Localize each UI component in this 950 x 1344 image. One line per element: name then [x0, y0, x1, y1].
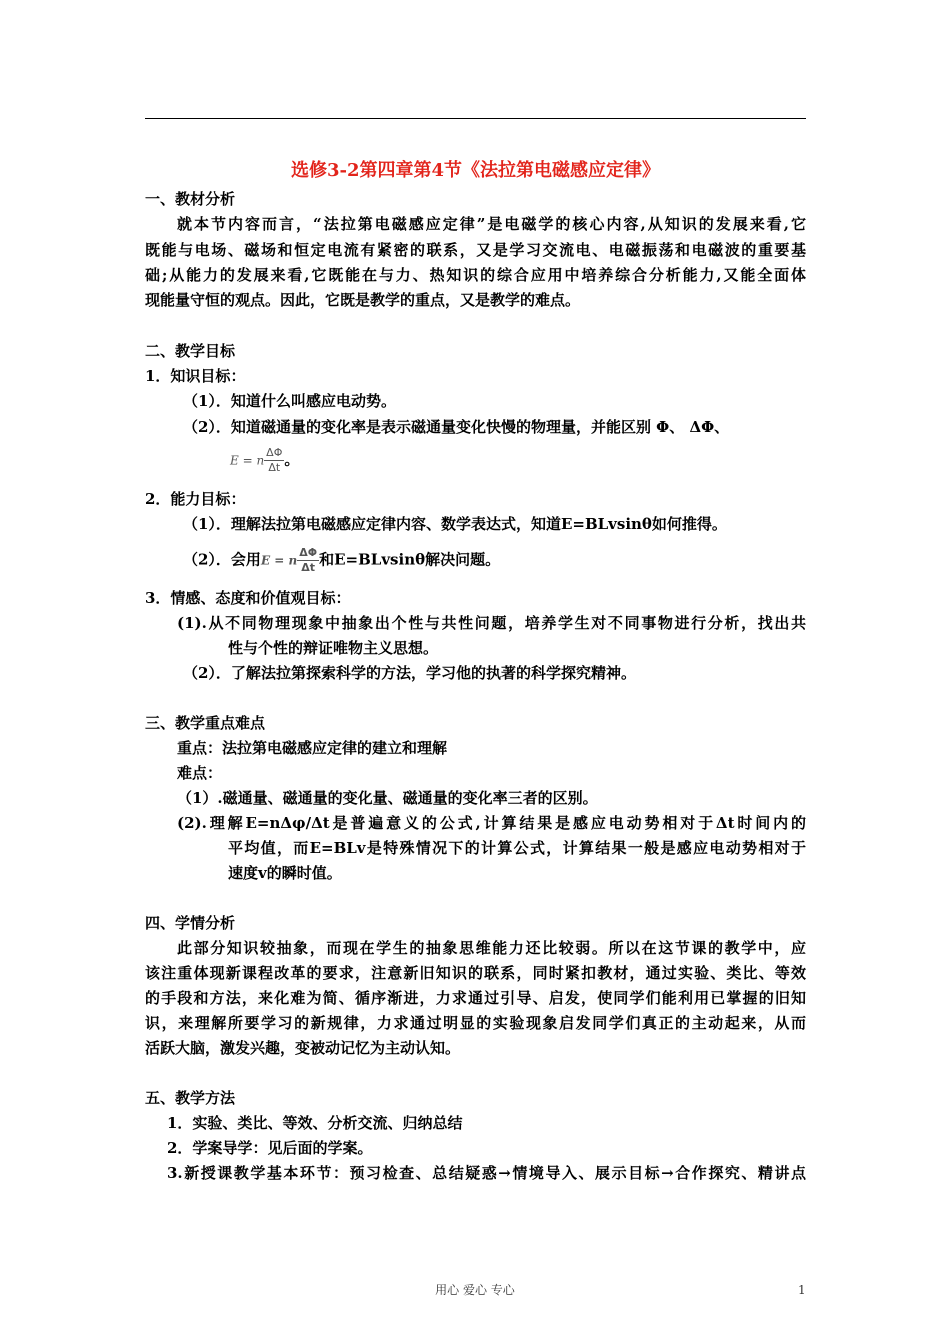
knowledge-goal-item-1: （1）．知道什么叫感应电动势。 — [183, 392, 396, 410]
ability-goal-item-2-pre: （2）．会用 — [183, 550, 261, 569]
method-item-2: 2．学案导学：见后面的学案。 — [167, 1139, 373, 1157]
page-footer: 用心 爱心 专心 — [435, 1283, 515, 1297]
affective-goal-item-1: (1).从不同物理现象中抽象出个性与共性问题，培养学生对不同事物进行分析，找出共 — [177, 614, 806, 632]
formula-lhs: E = n — [230, 453, 265, 468]
difficult-point-label: 难点： — [177, 764, 223, 782]
difficult-point-2-cont: 平均值，而E=BLv是特殊情况下的计算公式，计算结果一般是感应电动势相对于 — [228, 839, 806, 857]
formula-denominator: Δt — [301, 561, 316, 574]
formula-flux-rate — [230, 446, 299, 475]
method-item-3: 3.新授课教学基本环节：预习检查、总结疑惑→情境导入、展示目标→合作探究、精讲点 — [167, 1164, 806, 1182]
formula-fraction — [264, 446, 284, 475]
section-1-para-line: 础;从能力的发展来看,它既能在与力、热知识的综合应用中培养综合分析能力,又能全面体 — [145, 266, 806, 284]
section-4-heading: 四、学情分析 — [145, 914, 236, 932]
section-4-para-line: 活跃大脑，激发兴趣，变被动记忆为主动认知。 — [145, 1039, 461, 1057]
formula-numerator: ΔΦ — [266, 446, 283, 459]
difficult-point-2: (2).理解E=nΔφ/Δt是普遍意义的公式,计算结果是感应电动势相对于Δt时间内的 — [177, 814, 806, 832]
ability-goal-label: 2．能力目标： — [145, 490, 246, 508]
section-4-para-line: 的手段和方法，来化难为简、循序渐进，力求通过引导、启发，使同学们能利用已掌握的旧知 — [145, 989, 806, 1007]
section-4-para-line: 此部分知识较抽象，而现在学生的抽象思维能力还比较弱。所以在这节课的教学中，应 — [177, 939, 806, 957]
method-item-1: 1．实验、类比、等效、分析交流、归纳总结 — [167, 1114, 463, 1132]
section-1-heading: 一、教材分析 — [145, 190, 236, 208]
section-1-para-line: 现能量守恒的观点。因此，它既是教学的重点，又是教学的难点。 — [145, 291, 581, 309]
page-number: 1 — [798, 1283, 806, 1297]
formula-numerator: ΔΦ — [299, 546, 318, 559]
ability-goal-item-2 — [183, 546, 500, 575]
affective-goal-item-2: （2）．了解法拉第探索科学的方法，学习他的执著的科学探究精神。 — [183, 664, 636, 682]
ability-goal-item-1: （1）．理解法拉第电磁感应定律内容、数学表达式，知道E=BLvsinθ如何推得。 — [183, 515, 727, 533]
knowledge-goal-label: 1．知识目标： — [145, 367, 246, 385]
section-1-para-line: 就本节内容而言，“法拉第电磁感应定律”是电磁学的核心内容,从知识的发展来看,它 — [177, 215, 806, 233]
affective-goal-item-1-cont: 性与个性的辩证唯物主义思想。 — [228, 639, 439, 657]
difficult-point-2-end: 速度v的瞬时值。 — [228, 864, 342, 882]
affective-goal-label: 3．情感、态度和价值观目标： — [145, 589, 351, 607]
section-4-para-line: 该注重体现新课程改革的要求，注意新旧知识的联系，同时紧扣教材，通过实验、类比、等效 — [145, 964, 806, 982]
section-5-heading: 五、教学方法 — [145, 1089, 236, 1107]
difficult-point-1: （1）.磁通量、磁通量的变化量、磁通量的变化率三者的区别。 — [177, 789, 598, 807]
section-4-para-line: 识，来理解所要学习的新规律，力求通过明显的实验现象启发同学们真正的主动起来，从而 — [145, 1014, 806, 1032]
section-3-heading: 三、教学重点难点 — [145, 714, 266, 732]
formula-lhs: E = n — [260, 553, 298, 568]
formula-end: 。 — [284, 450, 300, 469]
knowledge-goal-item-2: （2）．知道磁通量的变化率是表示磁通量变化快慢的物理量，并能区别 Φ、 ΔΦ、 — [183, 418, 730, 436]
section-1-para-line: 既能与电场、磁场和恒定电流有紧密的联系，又是学习交流电、电磁振荡和电磁波的重要基 — [145, 241, 806, 259]
ability-goal-item-2-post: 和E=BLvsinθ解决问题。 — [319, 550, 501, 569]
key-point: 重点：法拉第电磁感应定律的建立和理解 — [177, 739, 448, 757]
header-rule — [145, 118, 806, 119]
formula-denominator: Δt — [268, 461, 281, 474]
section-2-heading: 二、教学目标 — [145, 342, 236, 360]
document-title: 选修3-2第四章第4节《法拉第电磁感应定律》 — [290, 160, 661, 181]
formula-fraction — [297, 546, 319, 575]
